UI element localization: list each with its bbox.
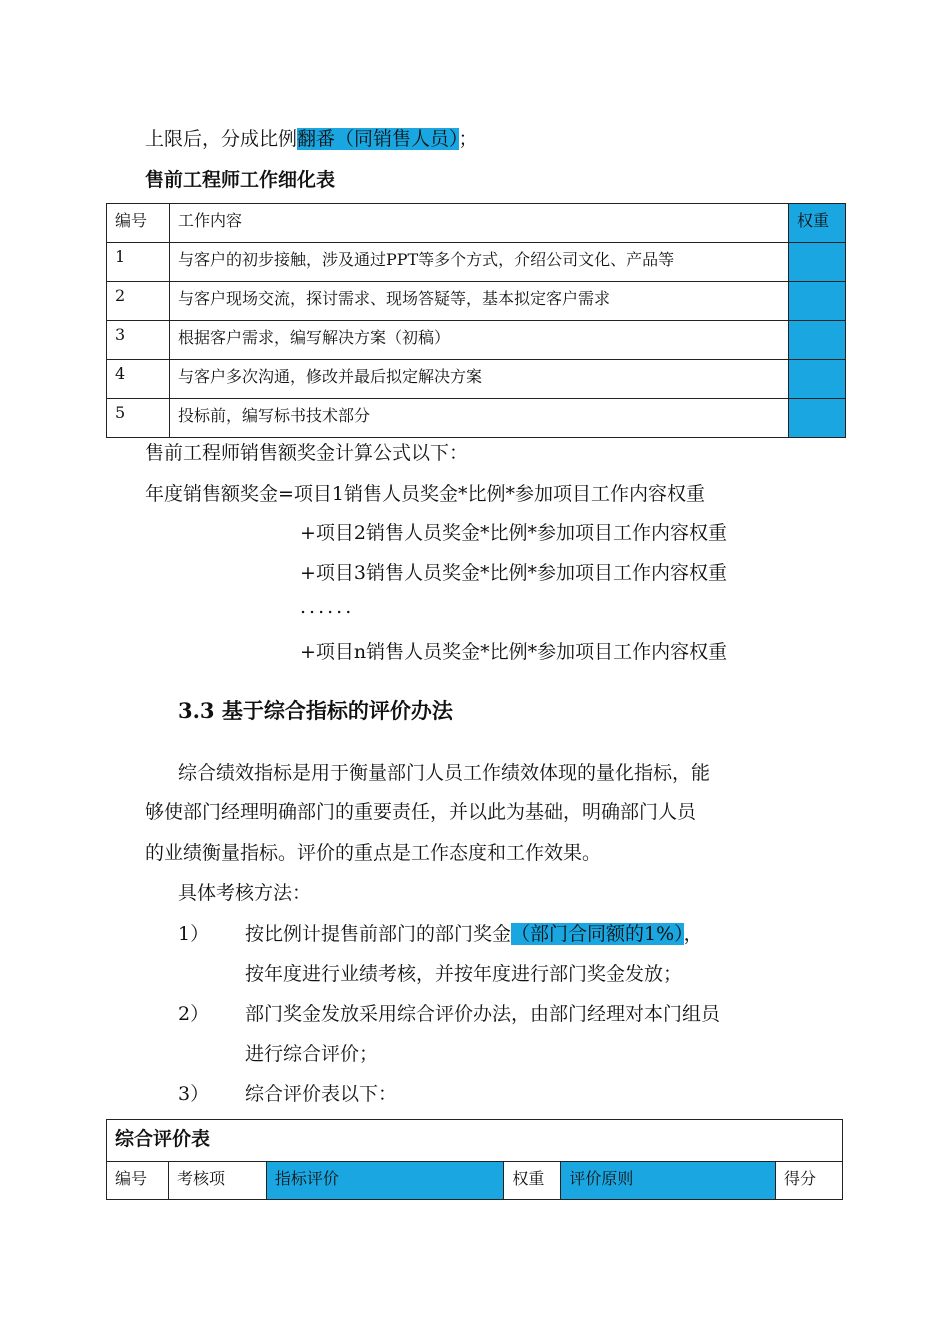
header-principle: 评价原则: [561, 1162, 776, 1200]
section-heading: 3.3 基于综合指标的评价办法: [178, 698, 453, 723]
row-weight-cell[interactable]: [789, 360, 846, 399]
row-weight-cell[interactable]: [789, 282, 846, 321]
table-row: [107, 399, 846, 438]
evaluation-table: [106, 1119, 843, 1200]
item1-line1: [245, 919, 703, 946]
work-detail-table: [106, 203, 846, 438]
table-title-row: [107, 1120, 843, 1162]
formula-line1: 年度销售额奖金=项目1销售人员奖金*比例*参加项目工作内容权重: [145, 483, 706, 505]
header-weight: 权重: [504, 1162, 561, 1200]
formula-line4: +项目n销售人员奖金*比例*参加项目工作内容权重: [300, 641, 728, 663]
item1-highlight: （部门合同额的1%）: [511, 923, 684, 945]
table-row: [107, 321, 846, 360]
row-no: 4: [107, 360, 170, 399]
formula-intro: 售前工程师销售额奖金计算公式以下：: [145, 442, 469, 464]
item3-num: 3）: [178, 1083, 210, 1105]
row-content: 根据客户需求，编写解决方案（初稿）: [169, 321, 788, 360]
header-content: 工作内容: [169, 204, 788, 243]
top-line-prefix: 上限后，分成比例: [145, 128, 298, 150]
row-content: 与客户多次沟通，修改并最后拟定解决方案: [169, 360, 788, 399]
item3-line1: 综合评价表以下：: [245, 1083, 398, 1105]
para-line2: 够使部门经理明确部门的重要责任，并以此为基础，明确部门人员: [145, 801, 697, 823]
table2-title: 综合评价表: [107, 1120, 843, 1162]
header-score: 得分: [776, 1162, 843, 1200]
row-no: 5: [107, 399, 170, 438]
row-weight-cell[interactable]: [789, 399, 846, 438]
row-weight-cell[interactable]: [789, 321, 846, 360]
row-no: 2: [107, 282, 170, 321]
header-item: 考核项: [168, 1162, 266, 1200]
item1-line2: 按年度进行业绩考核，并按年度进行部门奖金发放；: [245, 963, 683, 985]
method-label: 具体考核方法：: [178, 882, 312, 904]
item1-text: 按比例计提售前部门的部门奖金: [245, 923, 512, 945]
table-row: [107, 360, 846, 399]
row-weight-cell[interactable]: [789, 243, 846, 282]
header-no: 编号: [107, 1162, 169, 1200]
formula-line2: +项目2销售人员奖金*比例*参加项目工作内容权重: [300, 522, 728, 544]
formula-ellipsis: ......: [300, 596, 355, 618]
para-line1: 综合绩效指标是用于衡量部门人员工作绩效体现的量化指标，能: [178, 762, 711, 784]
item2-line1: 部门奖金发放采用综合评价办法，由部门经理对本门组员: [245, 1003, 721, 1025]
top-line-highlight: 翻番（同销售人员）: [297, 128, 459, 150]
table-row: [107, 243, 846, 282]
formula-line3: +项目3销售人员奖金*比例*参加项目工作内容权重: [300, 562, 728, 584]
table1-title: 售前工程师工作细化表: [145, 169, 336, 191]
row-content: 与客户的初步接触，涉及通过PPT等多个方式，介绍公司文化、产品等: [169, 243, 788, 282]
row-no: 1: [107, 243, 170, 282]
row-no: 3: [107, 321, 170, 360]
top-line: [145, 124, 478, 151]
item1-num: 1）: [178, 923, 210, 945]
row-content: 投标前，编写标书技术部分: [169, 399, 788, 438]
header-indicator: 指标评价: [266, 1162, 504, 1200]
header-weight: 权重: [789, 204, 846, 243]
para-line3: 的业绩衡量指标。评价的重点是工作态度和工作效果。: [145, 842, 602, 864]
item2-num: 2）: [178, 1003, 210, 1025]
item2-line2: 进行综合评价；: [245, 1043, 379, 1065]
header-no: 编号: [107, 204, 170, 243]
top-line-suffix: ；: [458, 128, 478, 150]
table-header-row: [107, 1162, 843, 1200]
item1-suffix: ，: [683, 923, 703, 945]
table-row: [107, 282, 846, 321]
row-content: 与客户现场交流，探讨需求、现场答疑等，基本拟定客户需求: [169, 282, 788, 321]
table-header-row: [107, 204, 846, 243]
